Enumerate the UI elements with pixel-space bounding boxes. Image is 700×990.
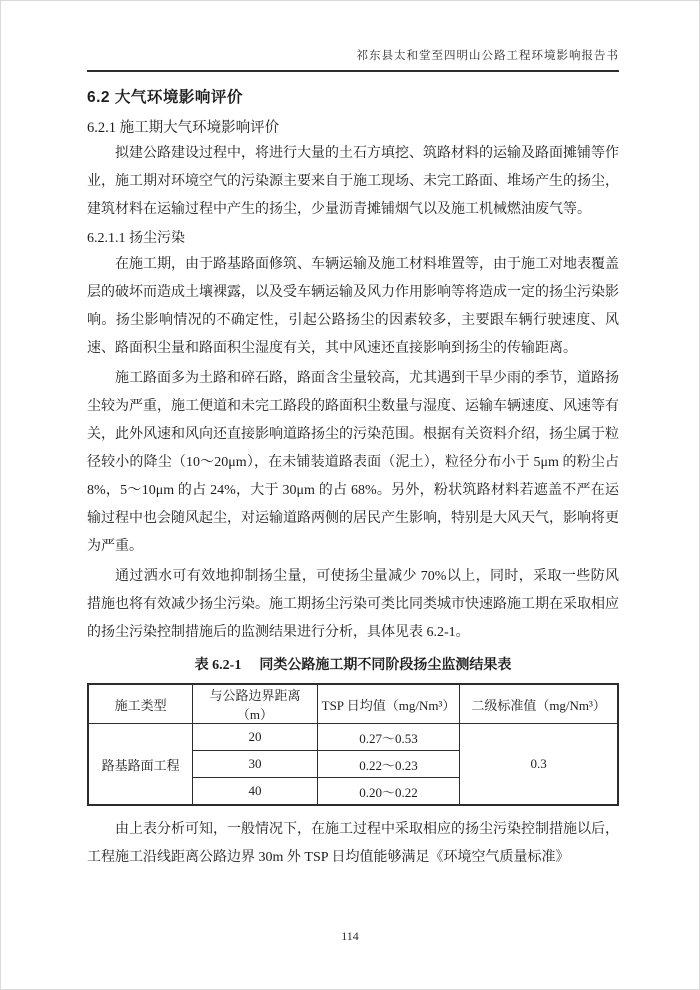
table-caption-title: 同类公路施工期不同阶段扬尘监测结果表 bbox=[259, 658, 512, 673]
table-row bbox=[88, 724, 618, 751]
page-content bbox=[1, 1, 699, 872]
col-header-secondary-standard: 二级标准值（mg/Nm³） bbox=[460, 684, 618, 724]
page-number: 114 bbox=[341, 929, 359, 943]
col-header-boundary-distance: 与公路边界距离（m） bbox=[193, 684, 318, 724]
section-heading-6-2-1-1: 6.2.1.1 扬尘污染 bbox=[87, 231, 185, 246]
page-header bbox=[87, 47, 619, 72]
cell-distance: 20 bbox=[193, 724, 318, 751]
paragraph-dust-particle-analysis: 施工路面多为土路和碎石路，路面含尘量较高，尤其遇到干旱少雨的季节，道路扬尘较为严重，施工便道和未完工路段的路面积尘数量与湿度、运输车辆速度、风速等有关，此外风速和风向还直接影响道路扬尘的污染范围。根据有关资料介绍，扬尘属于粒径较小的降尘（10～20μm），在未铺装道路表面（泥土），粒径分布小于 5μm 的粉尘占 8%，5～10μm 的占 24%，大于 30μm 的占 68%。另外，粉状筑路材料若遮盖不严在运输过程中也会随风起尘，对运输道路两侧的居民产生影响，特别是大风天气，影响将更为严重。 bbox=[87, 371, 619, 554]
table-head bbox=[88, 684, 618, 724]
table-header-row bbox=[88, 684, 618, 724]
paragraph-construction-overview: 拟建公路建设过程中，将进行大量的土石方填挖、筑路材料的运输及路面摊铺等作业，施工期对环境空气的污染源主要来自于施工现场、未完工路面、堆场产生的扬尘，建筑材料在运输过程中产生的扬尘，少量沥青摊铺烟气以及施工机械燃油废气等。 bbox=[87, 146, 619, 217]
col-header-tsp-daily-avg: TSP 日均值（mg/Nm³） bbox=[317, 684, 459, 724]
cell-tsp-range: 0.22～0.23 bbox=[317, 751, 459, 778]
section-heading-6-2-1: 6.2.1 施工期大气环境影响评价 bbox=[87, 120, 280, 136]
paragraph-conclusion: 由上表分析可知，一般情况下，在施工过程中采取相应的扬尘污染控制措施以后，工程施工沿线距离公路边界 30m 外 TSP 日均值能够满足《环境空气质量标准》 bbox=[87, 822, 619, 865]
table-caption bbox=[87, 656, 619, 676]
cell-construction-type: 路基路面工程 bbox=[88, 724, 193, 806]
header-title: 祁东县太和堂至四明山公路工程环境影响报告书 bbox=[356, 50, 619, 62]
section-heading-6-2: 6.2 大气环境影响评价 bbox=[87, 89, 243, 106]
paragraph-dust-causes: 在施工期，由于路基路面修筑、车辆运输及施工材料堆置等，由于施工对地表覆盖层的破坏而造成土壤裸露，以及受车辆运输及风力作用影响等将造成一定的扬尘污染影响。扬尘影响情况的不确定性，引起公路扬尘的因素较多，主要跟车辆行驶速度、风速、路面积尘量和路面积尘湿度有关，其中风速还直接影响到扬尘的传输距离。 bbox=[87, 257, 619, 356]
table-body bbox=[88, 724, 618, 806]
cell-tsp-range: 0.27～0.53 bbox=[317, 724, 459, 751]
cell-secondary-standard: 0.3 bbox=[460, 724, 618, 806]
paragraph-dust-mitigation: 通过洒水可有效地抑制扬尘量，可使扬尘量减少 70%以上，同时，采取一些防风措施也将有效减少扬尘污染。施工期扬尘污染可类比同类城市快速路施工期在采取相应的扬尘污染控制措施后的监测结果进行分析，具体见表 6.2-1。 bbox=[87, 569, 619, 640]
cell-tsp-range: 0.20～0.22 bbox=[317, 778, 459, 806]
dust-monitoring-table bbox=[87, 683, 619, 806]
table-caption-label: 表 6.2-1 bbox=[194, 658, 242, 673]
cell-distance: 40 bbox=[193, 778, 318, 806]
cell-distance: 30 bbox=[193, 751, 318, 778]
col-header-construction-type: 施工类型 bbox=[88, 684, 193, 724]
